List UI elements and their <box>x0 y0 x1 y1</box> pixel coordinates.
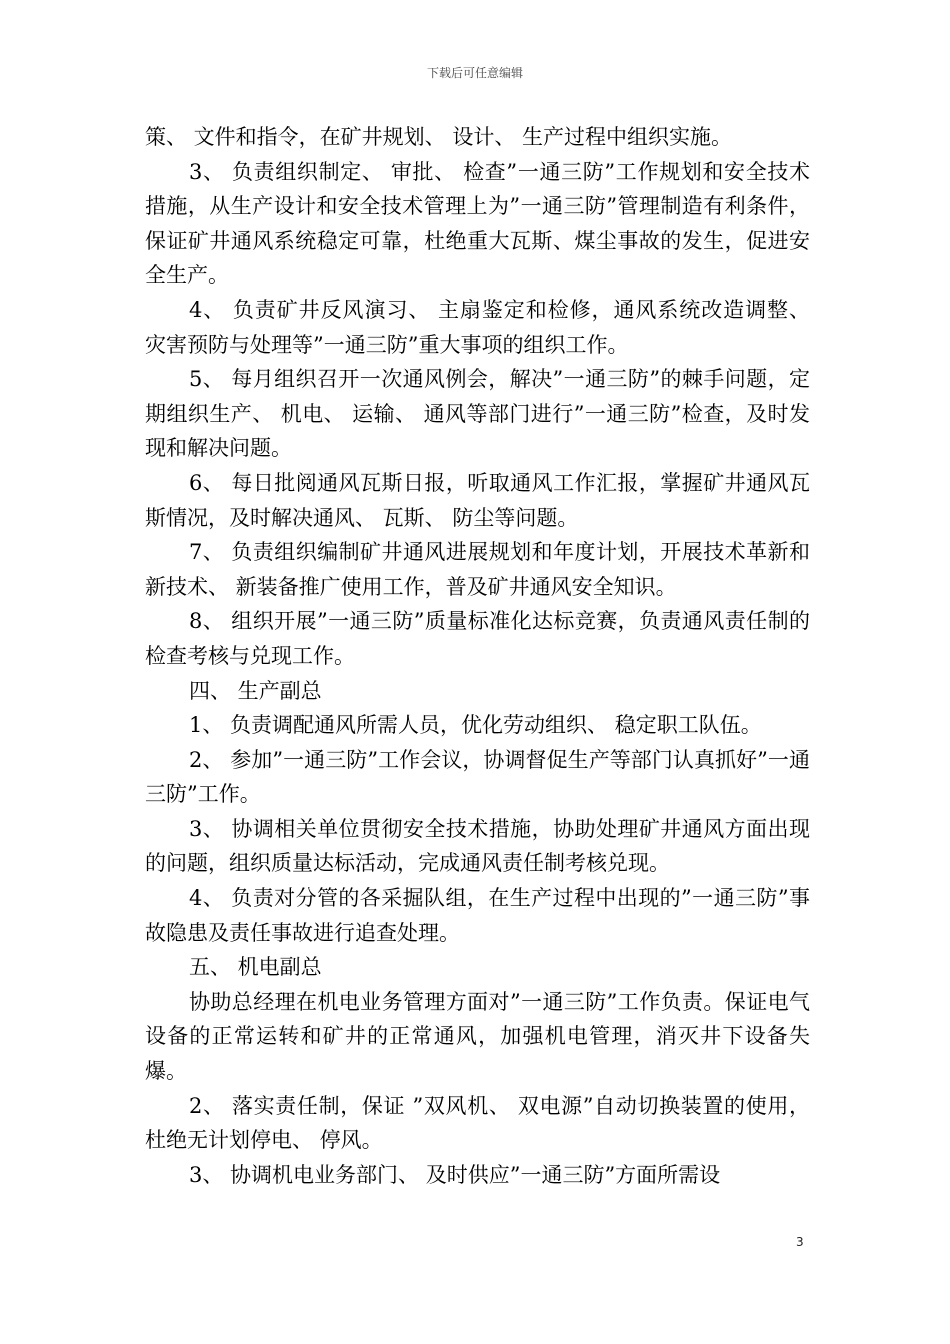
paragraph: 3、 协调机电业务部门、 及时供应”一通三防”方面所需设 <box>189 1162 721 1187</box>
paragraph: 4、 负责对分管的各采掘队组，在生产过程中出现的”一通三防”事故隐患及责任事故进行追查处理。 <box>145 886 810 945</box>
paragraph: 1、 负责调配通风所需人员，优化劳动组织、 稳定职工队伍。 <box>189 713 762 738</box>
paragraph: 7、 负责组织编制矿井通风进展规划和年度计划，开展技术革新和新技术、 新装备推广使用工作，普及矿井通风安全知识。 <box>145 540 810 599</box>
paragraph: 策、 文件和指令，在矿井规划、 设计、 生产过程中组织实施。 <box>145 125 733 149</box>
paragraph: 5、 每月组织召开一次通风例会，解决”一通三防”的棘手问题，定期组织生产、 机电、 运输、 通风等部门进行”一通三防”检查，及时发现和解决问题。 <box>145 367 810 461</box>
section-heading: 四、 生产副总 <box>189 678 322 703</box>
page-number: 3 <box>796 1235 804 1249</box>
paragraph: 2、 落实责任制，保证 ”双风机、 双电源”自动切换装置的使用，杜绝无计划停电、 停风。 <box>145 1093 810 1153</box>
paragraph: 8、 组织开展”一通三防”质量标准化达标竞赛，负责通风责任制的检查考核与兑现工作。 <box>145 609 810 668</box>
section-heading: 五、 机电副总 <box>189 955 322 980</box>
document-body <box>145 120 810 1192</box>
paragraph: 4、 负责矿井反风演习、 主扇鉴定和检修，通风系统改造调整、 灾害预防与处理等”一通三防”重大事项的组织工作。 <box>145 297 810 357</box>
paragraph: 6、 每日批阅通风瓦斯日报，听取通风工作汇报，掌握矿井通风瓦斯情况，及时解决通风、 瓦斯、 防尘等问题。 <box>145 470 810 530</box>
paragraph: 协助总经理在机电业务管理方面对”一通三防”工作负责。保证电气设备的正常运转和矿井的正常通风，加强机电管理，消灭井下设备失爆。 <box>145 989 810 1084</box>
paragraph: 2、 参加”一通三防”工作会议，协调督促生产等部门认真抓好”一通三防”工作。 <box>145 747 810 807</box>
paragraph: 3、 协调相关单位贯彻安全技术措施，协助处理矿井通风方面出现的问题，组织质量达标活动，完成通风责任制考核兑现。 <box>145 816 810 876</box>
paragraph: 3、 负责组织制定、 审批、 检查”一通三防”工作规划和安全技术措施，从生产设计和安全技术管理上为”一通三防”管理制造有利条件，保证矿井通风系统稳定可靠，杜绝重大瓦斯、煤尘事故的发生，促进安全生产。 <box>145 159 810 288</box>
page-header: 下载后可任意编辑 <box>426 66 523 80</box>
